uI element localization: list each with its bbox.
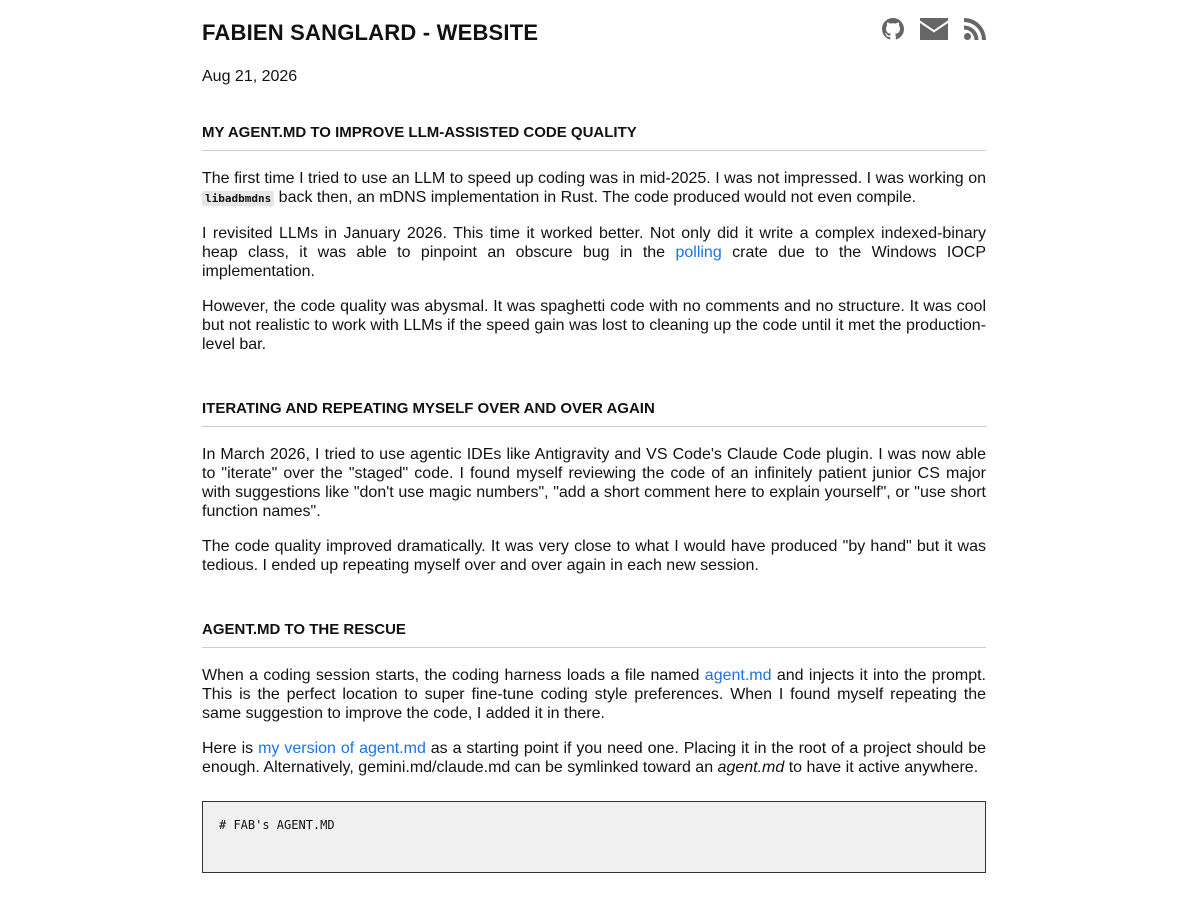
text: Here is [202,740,259,757]
polling-link[interactable]: polling [675,244,722,261]
github-icon [882,18,904,40]
code-text: # FAB's AGENT.MD [219,818,335,832]
paragraph [202,739,986,777]
inline-code: libadbmdns [202,191,274,206]
text: crate due to the Windows IOCP implementation. [202,244,986,280]
section-iterating [202,400,986,575]
section-heading: AGENT.MD TO THE RESCUE [202,621,986,648]
text: The first time I tried to use an LLM to speed up coding was in mid-2025. I was not impressed. I was working on [202,170,986,187]
site-title[interactable]: FABIEN SANGLARD - WEBSITE [202,20,539,45]
text: as a starting point if you need one. Placing it in the root of a project should be enough. Alternatively, gemini.md/claude.md can be symlinked toward an [202,740,986,776]
emphasis: agent.md [717,759,785,776]
text: to have it active anywhere. [784,759,979,776]
section-intro [202,124,986,354]
paragraph [202,169,986,208]
rss-link[interactable] [964,18,986,40]
rss-icon [964,18,986,40]
text: and injects it into the prompt. This is the perfect location to super fine-tune coding style preferences. When I found myself repeating the same suggestion to improve the code, I added it in there. [202,667,986,722]
my-agent-md-link[interactable]: my version of agent.md [258,740,426,757]
code-block [202,801,986,873]
section-heading: ITERATING AND REPEATING MYSELF OVER AND OVER AGAIN [202,400,986,427]
paragraph: In March 2026, I tried to use agentic IDEs like Antigravity and VS Code's Claude Code plugin. I was now able to "iterate" over the "staged" code. I found myself reviewing the code of an infinitely patient junior CS major with suggestions like "don't use magic numbers", "add a short comment here to explain yourself", or "use short function names". [202,446,986,520]
agent-md-link[interactable]: agent.md [704,667,772,684]
paragraph [202,224,986,281]
paragraph: However, the code quality was abysmal. It was spaghetti code with no comments and no structure. It was cool but not realistic to work with LLMs if the speed gain was lost to cleaning up the code until it met the production-level bar. [202,298,986,353]
header-icons [866,18,986,40]
text: When a coding session starts, the coding harness loads a file named [202,667,705,684]
section-agent-md [202,621,986,873]
post-date: Aug 21, 2026 [202,68,298,85]
mail-icon [920,18,948,40]
text: back then, an mDNS implementation in Rust. The code produced would not even compile. [274,189,917,206]
github-link[interactable] [882,18,904,40]
mail-link[interactable] [920,18,948,40]
section-heading: MY AGENT.MD TO IMPROVE LLM-ASSISTED CODE QUALITY [202,124,986,151]
text: I revisited LLMs in January 2026. This time it worked better. Not only did it write a complex indexed-binary heap class, it was able to pinpoint an obscure bug in the [202,225,986,261]
paragraph [202,666,986,723]
paragraph: The code quality improved dramatically. It was very close to what I would have produced "by hand" but it was tedious. I ended up repeating myself over and over again in each new session. [202,538,986,574]
